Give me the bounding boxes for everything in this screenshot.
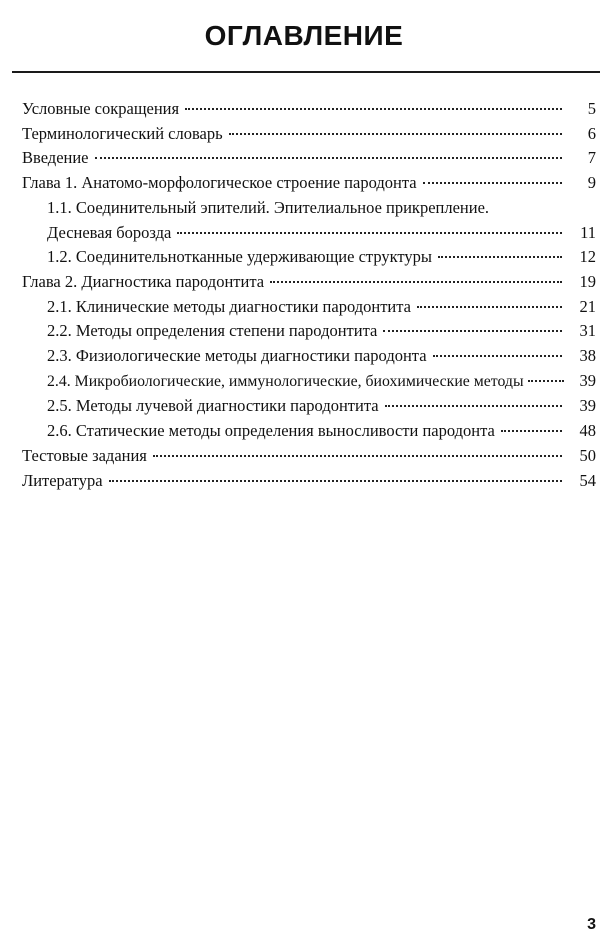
toc-entry-title: 2.1. Клинические методы диагностики пародонтита [47,296,411,316]
toc-subentry [22,245,596,270]
toc-leader-dots [153,455,562,457]
toc-entry [22,122,596,147]
toc-entry-title-line1: 1.1. Соединительный эпителий. Эпителиальное прикрепление. [47,197,490,217]
toc-entry-title: 2.3. Физиологические методы диагностики пародонта [47,346,427,366]
toc-leader-dots [270,281,562,283]
toc-entry [22,444,596,469]
toc-leader-dots [528,380,564,382]
toc-entry-page: 7 [587,148,596,168]
toc-entry-title: Условные сокращения [22,99,180,118]
toc-subentry [22,295,596,320]
toc-entry [22,469,596,494]
toc-subentry [22,319,596,344]
toc-entry-page: 31 [579,321,596,341]
toc-leader-dots [109,480,562,482]
toc-entry-title: 2.6. Статические методы определения выносливости пародонта [47,421,495,441]
toc-entry-title: Десневая борозда [47,222,172,242]
toc-entry-page: 11 [580,222,596,242]
toc-entry-page: 9 [587,173,596,193]
toc-leader-dots [185,108,562,110]
toc-entry-title: Тестовые задания [22,445,147,465]
toc-leader-dots [501,430,562,432]
toc-leader-dots [423,182,562,184]
toc-entry-title: Глава 1. Анатомо-морфологическое строение пародонта [22,173,417,193]
toc-subentry [22,369,596,395]
toc-leader-dots [229,133,562,135]
toc-entry-page: 5 [587,99,596,118]
title-rule [12,71,600,73]
toc-entry-page: 21 [579,296,596,316]
toc-entry-page: 54 [579,470,596,490]
toc-entry-title: Глава 2. Диагностика пародонтита [22,271,265,291]
toc-entry-page: 48 [579,421,596,441]
toc-subentry [22,394,596,419]
toc-entry-title: Литература [22,470,103,490]
toc-subentry [22,419,596,444]
toc-entry-title: Терминологический словарь [22,123,223,143]
toc-leader-dots [433,355,562,357]
toc-entry-title: 1.2. Соединительнотканные удерживающие структуры [47,247,432,267]
table-of-contents [22,97,596,493]
toc-entry-title: Введение [22,148,89,168]
toc-entry-page: 39 [579,396,596,416]
toc-leader-dots [417,306,562,308]
toc-subentry [22,196,596,245]
toc-entry-title: 2.5. Методы лучевой диагностики пародонтита [47,396,379,416]
toc-entry-page: 19 [579,271,596,291]
toc-leader-dots [385,405,562,407]
toc-entry-page: 50 [579,445,596,465]
page-title: ОГЛАВЛЕНИЕ [204,20,404,51]
toc-leader-dots [383,330,562,332]
toc-leader-dots [438,256,562,258]
toc-subentry [22,344,596,369]
toc-leader-dots [95,157,562,159]
page-number: 3 [587,916,596,933]
toc-entry-page: 12 [579,247,596,267]
toc-leader-dots [177,232,562,234]
toc-entry-title: 2.2. Методы определения степени пародонтита [47,321,378,341]
toc-entry [22,270,596,295]
toc-entry-page: 6 [587,123,596,143]
toc-entry-title: 2.4. Микробиологические, иммунологические, биохимические методы [47,372,524,390]
toc-entry [22,171,596,196]
toc-entry-page: 39 [579,370,596,390]
toc-entry [22,146,596,171]
toc-entry-page: 38 [579,346,596,366]
toc-entry [22,97,596,122]
